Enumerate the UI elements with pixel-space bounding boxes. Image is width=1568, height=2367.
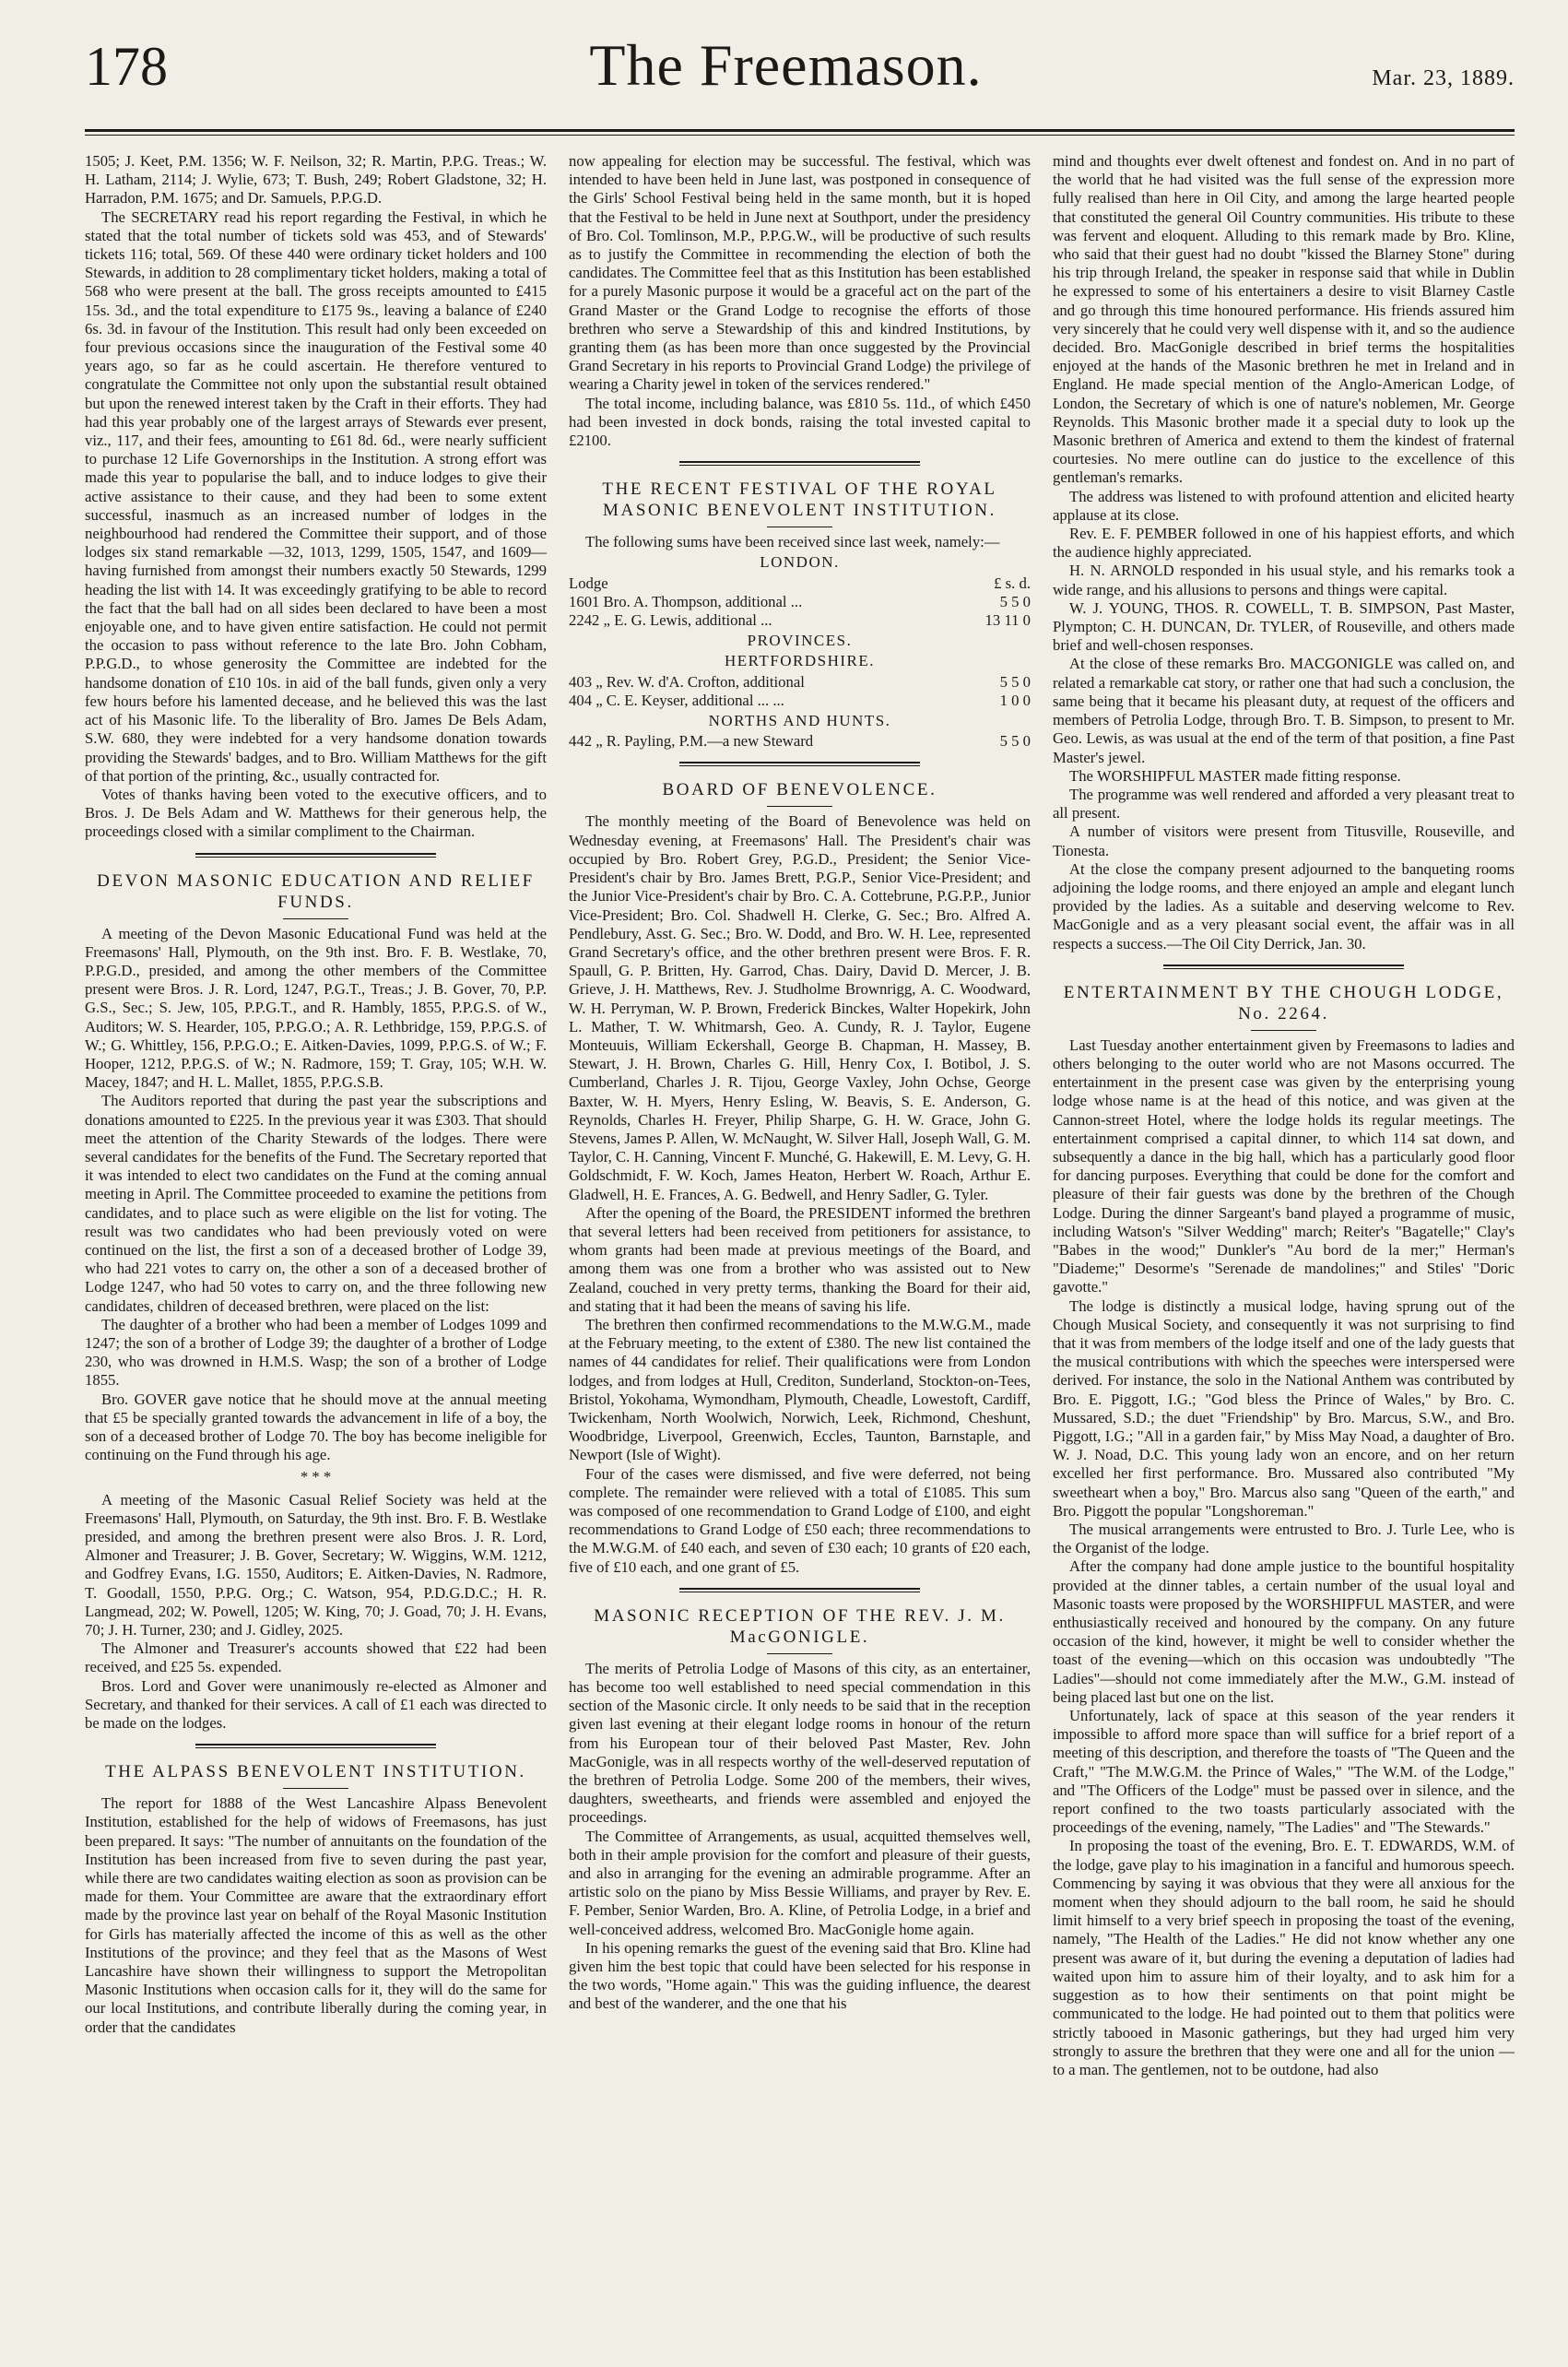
paragraph: At the close of these remarks Bro. MACGONIGLE was called on, and related a remarkable cat story, or rather one that had such a conclusion, the same being that it became his pleasant duty, at request of the officers and members of Petrolia Lodge, through Bro. T. B. Simpson, to present to Mr. Geo. Lewis, as was usual at the end of the term of that position, a fine Past Master's jewel. [1053, 655, 1515, 766]
paragraph: The Almoner and Treasurer's accounts showed that £22 had been received, and £25 5s. expended. [85, 1639, 547, 1676]
section-divider [1163, 965, 1404, 969]
heading-rmbi-festival: THE RECENT FESTIVAL OF THE ROYAL MASONIC BENEVOLENT INSTITUTION. [602, 479, 997, 521]
divider [767, 806, 831, 807]
subheading-provinces: PROVINCES. [747, 632, 853, 650]
section-divider [679, 461, 920, 466]
page-number: 178 [85, 36, 168, 97]
paragraph: The total income, including balance, was £810 5s. 11d., of which £450 had been invested in dock bonds, raising the total invested capital to £2100. [569, 394, 1031, 450]
newspaper-title: The Freemason. [589, 32, 983, 98]
subheading-norths-hunts: NORTHS AND HUNTS. [708, 712, 891, 730]
subheading-herts: HERTFORDSHIRE. [724, 652, 876, 670]
table-row: 404 „ C. E. Keyser, additional ... ... 1 0 0 [569, 691, 1031, 709]
paragraph: A number of visitors were present from Titusville, Rouseville, and Tionesta. [1053, 823, 1515, 859]
paragraph: The Committee of Arrangements, as usual, acquitted themselves well, both in their ample provision for the comfort and pleasure of their guests, and also in arranging for the evening an admirable programme. After an artistic solo on the piano by Miss Bessie Williams, and prayer by Rev. E. F. Pember, Senior Warden, Bro. A. Kline, of Petrolia Lodge, in a brief and well-conceived address, welcomed Bro. MacGonigle home again. [569, 1827, 1031, 1938]
paragraph: Unfortunately, lack of space at this season of the year renders it impossible to afford more space than will suffice for a brief report of a meeting of this description, and therefore the toasts of "The Queen and the Craft," "The M.W.G.M. the Prince of Wales," "The W.M. of the Lodge," and "The Officers of the Lodge" must be passed over in silence, and the report confined to the two toasts particularly associated with the proceedings of the evening, namely, "The Ladies" and "The Stewards." [1053, 1707, 1515, 1837]
heading-macgonigle: MASONIC RECEPTION OF THE REV. J. M. MacGONIGLE. [594, 1605, 1006, 1647]
paragraph: 1505; J. Keet, P.M. 1356; W. F. Neilson, 32; R. Martin, P.P.G. Treas.; W. H. Latham, 2114; J. Wylie, 673; T. Bush, 249; Robert Gladstone, 32; H. Harradon, P.M. 1675; and Dr. Samuels, P.P.G.D. [85, 152, 547, 207]
table-row: 1601 Bro. A. Thompson, additional ... 5 5 0 [569, 592, 1031, 610]
paragraph: In his opening remarks the guest of the evening said that Bro. Kline had given him the best topic that could have been selected for his response in the two words, "Home again." This was the guiding influence, the dearest and best of the wanderer, and the one that his [569, 1938, 1031, 2013]
column-1 [85, 152, 547, 2351]
paragraph: After the opening of the Board, the PRESIDENT informed the brethren that several letters had been received from petitioners for assistance, to whom grants had been made at previous meetings of the Board, and among them was one from a brother who was assisted out to New Zealand, couched in very pretty terms, thanking the Board for their aid, and stating that it had been the means of saving his life. [569, 1203, 1031, 1315]
heading-board-benevolence: BOARD OF BENEVOLENCE. [662, 780, 937, 800]
paragraph: now appealing for election may be successful. The festival, which was intended to have been held in June last, was postponed in consequence of the Girls' School Festival being held in the same month, but it is hoped that the Festival to be held in June next at Southport, under the presidency of Bro. Col. Tomlinson, M.P., P.P.G.W., will be productive of such results as to justify the Committee in recommending the election of both the candidates. The Committee feel that as this Institution has been established for a purely Masonic purpose it would be a graceful act on the part of the Grand Master or the Grand Lodge to recognise the efforts of those brethren who serve a Stewardship of this and kindred Institutions, by granting them (as has been more than once suggested by the Provincial Grand Secretary in his reports to Provincial Grand Lodge) the privilege of wearing a Charity jewel in token of the services rendered." [569, 152, 1031, 394]
paragraph: At the close the company present adjourned to the banqueting rooms adjoining the lodge rooms, and there enjoyed an ample and elegant lunch provided by the ladies. As a suitable and deserving welcome to Rev. MacGonigle and as a very pleasant social event, the affair was in all respects a success.—The Oil City Derrick, Jan. 30. [1053, 859, 1515, 953]
section-divider [679, 762, 920, 766]
paragraph: mind and thoughts ever dwelt oftenest and fondest on. And in no part of the world that he had visited was the full sense of the expression more fully realised than here in Oil City, and among the large hearted people that constituted the general Oil Country communities. His tribute to these was fervent and eloquent. Alluding to this remark made by Bro. Kline, who said that their guest had no doubt "kissed the Blarney Stone" during his trip through Ireland, the speaker in response said that while in Dublin he expressed to some of his entertainers a desire to visit Blarney Castle and go through this time honoured performance. His friends assured him very sincerely that he could very well dispense with it, and so the audience decided. Bro. MacGonigle described in brief terms the hospitalities enjoyed at the hands of the Masonic brethren he met in Ireland and in England. He made special mention of the Anglo-American Lodge, of London, the Secretary of which is one of nature's noblemen, Mr. George Reynolds. This Masonic brother made it a special duty to look up the Masonic brethren of America and extend to them the kindest of fraternal courtesies. No mere outline can do justice to the excellence of this gentleman's remarks. [1053, 152, 1515, 487]
paragraph: The merits of Petrolia Lodge of Masons of this city, as an entertainer, has become too well established to need special commendation in this section of the Masonic circle. It only needs to be said that in the reception given last evening at their elegant lodge rooms in honour of the return from his European tour of their beloved Past Master, Rev. John MacGonigle, was in all respects worthy of the well-deserved reputation of the brethren of Petrolia Lodge. Some 200 of the members, their wives, daughters, sweethearts, and friends were assembled and enjoyed the proceedings. [569, 1659, 1031, 1827]
issue-date: Mar. 23, 1889. [1372, 66, 1515, 90]
paragraph: The address was listened to with profound attention and elicited hearty applause at its close. [1053, 487, 1515, 524]
paragraph: The report for 1888 of the West Lancashire Alpass Benevolent Institution, established for the help of widows of Freemasons, has just been prepared. It says: "The number of annuitants on the foundation of the Institution has been increased from five to seven during the past year, while there are two candidates waiting election as soon as provision can be made for them. Your Committee are aware that the extraordinary effort made by the province last year on behalf of the Royal Masonic Institution for Girls has materially affected the income of this as well as the other Institutions of the province; and they feel that as the Masons of West Lancashire have shown their willingness to support the Metropolitan Masonic Institutions when occasion calls for it, they will do the same for our local Institutions, and contribute liberally during the coming year, in order that the candidates [85, 1794, 547, 2036]
heading-chough-lodge: ENTERTAINMENT BY THE CHOUGH LODGE, No. 2264. [1063, 982, 1504, 1024]
paragraph: A meeting of the Masonic Casual Relief Society was held at the Freemasons' Hall, Plymouth, on Saturday, the 9th inst. Bro. F. B. Westlake presided, and among the brethren present were also Bros. J. R. Lord, Almoner and Treasurer; J. B. Gover, Secretary; W. Wiggins, W.M. 1212, and Godfrey Evans, I.G. 1550, Auditors; E. Aitken-Davies, N. Radmore, T. Goodall, 1550, P.P.G. Org.; C. Watson, 954, P.D.G.D.C.; H. R. Langmead, 202; W. Powell, 1205; W. King, 70; J. Goad, 70; J. H. Evans, 70; J. H. Turner, 230; and J. Gidley, 2025. [85, 1490, 547, 1639]
paragraph: The programme was well rendered and afforded a very pleasant treat to all present. [1053, 785, 1515, 823]
paragraph: A meeting of the Devon Masonic Educational Fund was held at the Freemasons' Hall, Plymouth, on the 9th inst. Bro. F. B. Westlake, 70, P.P.G.D., presided, and among the other members of the Committee present were Bros. J. R. Lord, 1247, P.G.T., Treas.; J. B. Gover, 70, P.P. G.S., Sec.; S. Jew, 105, P.P.G.T., and R. Hambly, 1855, P.P.G.S. of W., Auditors; W. S. Hearder, 105, P.P.G.O.; A. R. Lethbridge, 159, P.P.G.S. of W.; G. Whittley, 156, P.P.G.O.; E. Aitken-Davies, 1099, P.P.G.S. of W.; F. Hooper, 1212, P.P.G.S. of W.; N. Radmore, 159; T. Gray, 105; W.H. W. Macey, 1847; and H. L. Mallet, 1855, P.P.G.S.B. [85, 924, 547, 1092]
divider [283, 1788, 348, 1789]
paragraph: H. N. ARNOLD responded in his usual style, and his remarks took a wide range, and his allusions to persons and things were capital. [1053, 562, 1515, 598]
masthead [85, 31, 1515, 135]
column-2 [569, 152, 1031, 2351]
paragraph: The brethren then confirmed recommendations to the M.W.G.M., made at the February meeting, to the extent of £380. The new list contained the names of 44 candidates for relief. Their qualifications were from London lodges, and from lodges at Hull, Crediton, Sunderland, Stockton-on-Tees, Bristol, Yokohama, Wymondham, Plymouth, Cheadle, Lowestoft, Cardiff, Twickenham, North Woolwich, Norwich, Leek, Richmond, Cheshunt, Woodbridge, Liverpool, Greenwich, Eccles, Taunton, Barnstaple, and Newport (Isle of Wight). [569, 1315, 1031, 1464]
divider [767, 1653, 831, 1654]
paragraph: W. J. YOUNG, THOS. R. COWELL, T. B. SIMPSON, Past Master, Plympton; C. H. DUNCAN, Dr. TYLER, of Rouseville, and others made brief and well-chosen responses. [1053, 598, 1515, 655]
table-row: 2242 „ E. G. Lewis, additional ... 13 11 0 [569, 611, 1031, 630]
paragraph: The Auditors reported that during the past year the subscriptions and donations amounted to £225. In the previous year it was £303. That should meet the attention of the Charity Stewards of the lodges. There were several candidates for the benefits of the Fund. The Secretary reported that it was intended to elect two candidates on the Fund at the coming annual meeting in April. The Committee proceeded to examine the petitions from candidates, and to place such as were eligible on the list for voting. The result was two candidates who had been previously voted on were continued on the list, the first a son of a deceased brother of Lodge 39, who had 221 votes to carry on, the other a son of a deceased brother of Lodge 1247, who had 50 votes to carry on, and the three following new candidates, children of deceased brethren, were placed on the list: [85, 1092, 547, 1315]
section-divider [679, 1588, 920, 1592]
column-3 [1053, 152, 1515, 2351]
divider [283, 918, 348, 919]
heading-devon-funds: DEVON MASONIC EDUCATION AND RELIEF FUNDS. [97, 870, 535, 912]
paragraph: After the company had done ample justice to the bountiful hospitality provided at the dinner tables, a certain number of the usual loyal and Masonic toasts were proposed by the WORSHIPFUL MASTER, and were enthusiastically received and honoured by the company. On any future occasion of the kind, however, it might be well to consider whether the toast of the evening—which on this occasion was undoubtedly "The Ladies"—should not come immediately after the M.W., G.M. instead of being placed last but one on the list. [1053, 1557, 1515, 1706]
lodge-header: Lodge [569, 574, 608, 592]
table-row: 442 „ R. Payling, P.M.—a new Steward 5 5 0 [569, 732, 1031, 751]
masthead-rule [85, 129, 1515, 136]
paragraph: Rev. E. F. PEMBER followed in one of his happiest efforts, and which the audience highly appreciated. [1053, 525, 1515, 562]
paragraph: The following sums have been received since last week, namely:— [585, 533, 1000, 551]
paragraph: The musical arrangements were entrusted to Bro. J. Turle Lee, who is the Organist of the lodge. [1053, 1521, 1515, 1557]
paragraph: Bros. Lord and Gover were unanimously re-elected as Almoner and Secretary, and thanked for their services. A call of £1 each was directed to be made on the lodges. [85, 1676, 547, 1733]
subheading-london: LONDON. [760, 553, 840, 572]
paragraph: Four of the cases were dismissed, and five were deferred, not being complete. The remainder were relieved with a total of £1085. This sum was composed of one recommendation to Grand Lodge of £100, and eight recommendations to Grand Lodge of £50 each; three recommendations to the M.W.G.M. of £40 each, and seven of £30 each; 10 grants of £20 each, five of £10 each, and one grant of £5. [569, 1464, 1031, 1576]
table-header-row [569, 574, 1031, 593]
columns [85, 152, 1515, 2351]
paragraph: The lodge is distinctly a musical lodge, having sprung out of the Chough Musical Society, and consequently it was not surprising to find that it was from members of the lodge itself and one of the lady guests that the musical contributions with which the speeches were interspersed were derived. For instance, the solo in the National Anthem was contributed by Bro. E. Piggott, I.G.; "God bless the Prince of Wales," by Bro. C. Mussared, S.D.; the duet "Friendship" by Bro. Marcus, S.W., and Bro. Piggott, I.G.; "All in a garden fair," by Miss May Noad, a daughter of Bro. W. J. Noad, D.C. This young lady won an encore, and on her return excelled her first performance. Bro. Mussared also contributed "My sweetheart when a boy," Bro. Marcus also sang "Queen of the earth," and Bro. Piggott the popular "Longshoreman." [1053, 1296, 1515, 1520]
table-row: 403 „ Rev. W. d'A. Crofton, additional 5 5 0 [569, 672, 1031, 691]
heading-alpass: THE ALPASS BENEVOLENT INSTITUTION. [105, 1762, 526, 1782]
separator-star-icon: * * * [300, 1468, 332, 1486]
paragraph: Votes of thanks having been voted to the executive officers, and to Bros. J. De Bels Adam and W. Matthews for their generous help, the proceedings closed with a similar compliment to the Chairman. [85, 785, 547, 841]
paragraph: In proposing the toast of the evening, Bro. E. T. EDWARDS, W.M. of the lodge, gave play to his imagination in a fanciful and humorous speech. Commencing by saying it was obvious that they were all anxious for the moment when they should adjourn to the ball room, he said he should limit himself to a very brief speech in proposing the toast of the evening, namely, "The Health of the Ladies." He did not know whether any one present was aware of it, but during the evening a deputation of ladies had waited upon him to assure him of their loyalty, and to ask him for a suggestion as to how their sentiments on that point might be communicated to the lodge. He had pointed out to them that politics were strictly tabooed in Masonic gatherings, but they had urged him very strongly to assure the brethren that they were one and all for the union —to a man. The gentlemen, not to be outdone, had also [1053, 1837, 1515, 2078]
paragraph: The SECRETARY read his report regarding the Festival, in which he stated that the total number of tickets sold was 453, and of Stewards' tickets 116; total, 569. Of these 440 were ordinary ticket holders and 100 Stewards, in addition to 28 complimentary ticket holders, making a total of 568 who were present at the ball. The gross receipts amounted to £415 15s. 3d., and the total expenditure to £175 9s., leaving a balance of £240 6s. 3d. in favour of the Institution. This result had only been exceeded on four previous occasions since the inauguration of the Festival some 40 years ago, so far as he could ascertain. He therefore ventured to congratulate the Committee not only upon the substantial result obtained but upon the renewed interest taken by the Craft in their efforts. They had had this year probably one of the largest arrays of Stewards ever present, viz., 117, and their fees, amounting to £61 8d. 6d., were nearly sufficient to purchase 12 Life Governorships in the Institution. A strong effort was made this year to popularise the ball, and to induce lodges to give their active assistance to their cause, and they had been to some extent successful, inasmuch as an increased number of lodges in the neighbourhood had rendered the Committee their support, and of those lodges six stand remarkable —32, 1013, 1299, 1505, 1547, and 1609—having furnished from amongst their numbers exactly 50 Stewards, 1299 heading the list with 14. It was exceedingly gratifying to be able to record the fact that the ball had on all sides been declared to have been a most enjoyable one, and to have given entire satisfaction. He could not permit the occasion to pass without reference to the late Bro. John Cobham, P.P.G.D., to whose generosity the Committee are indebted for the handsome donation of £10 10s. in aid of the ball funds, given only a very few hours before his lamented decease, and he believed this was the last act of his Masonic life. To the liberality of Bro. James De Bels Adam, S.W. 680, they were indebted for a very handsome donation towards providing the Stewards' badges, and to Bro. William Matthews for the gift of that portion of the printing, &c., usually contracted for. [85, 207, 547, 785]
section-divider [195, 1744, 436, 1748]
paragraph: The WORSHIPFUL MASTER made fitting response. [1069, 766, 1401, 785]
divider [1251, 1030, 1315, 1031]
paragraph: The daughter of a brother who had been a member of Lodges 1099 and 1247; the son of a brother of Lodge 39; the daughter of a brother of Lodge 230, who was drowned in H.M.S. Wasp; the son of a brother of Lodge 1855. [85, 1315, 547, 1390]
section-divider [195, 853, 436, 858]
paragraph: Bro. GOVER gave notice that he should move at the annual meeting that £5 be specially granted towards the advancement in life of a boy, the son of a deceased brother of Lodge 70. The boy has become ineligible for continuing on the Fund through his age. [85, 1390, 547, 1464]
paragraph: Last Tuesday another entertainment given by Freemasons to ladies and others belonging to the outer world who are not Masons occurred. The entertainment in the present case was given by the enterprising young lodge whose name is at the head of this notice, and was given at the Cannon-street Hotel, where the lodge holds its regular meetings. The entertainment comprised a capital dinner, to which 114 sat down, and subsequently a dance in the big hall, which has a particularly good floor for dancing purposes. Everything that could be done for the comfort and pleasure of their fair guests was done by the brethren of the Chough Lodge. During the dinner Sargeant's band played a programme of music, including Watson's "Silver Wedding" march; Reiter's "Bagatelle;" Clay's "Babes in the wood;" Dunkler's "Au bord de la mer;" Herman's "Diademe;" Desorme's "Serenade de mandolines;" and Stiles' "Doric gavotte." [1053, 1036, 1515, 1296]
money-header: £ s. d. [994, 574, 1031, 592]
paragraph: The monthly meeting of the Board of Benevolence was held on Wednesday evening, at Freemasons' Hall. The President's chair was occupied by Bro. Robert Grey, P.G.D., President; the Senior Vice-President's chair by Bro. James Brett, P.G.P., Senior Vice-President; and the Junior Vice-President's chair by Bro. C. A. Cottebrune, P.G.P.P., Junior Vice-President; Bro. Col. Shadwell H. Clerke, G. Sec.; Bro. Alfred A. Pendlebury, Asst. G. Sec.; Bro. W. Dodd, and Bro. W. H. Lee, represented Grand Secretary's office, and the other brethren present were Bros. F. R. Spaull, G. P. Britten, Hy. Garrod, Chas. Dairy, David D. Mercer, J. B. Grieve, J. H. Matthews, Rev. J. Studholme Brownrigg, A. C. Woodward, W. H. Perryman, W. P. Brown, Frederick Binckes, Walter Hopekirk, John L. Mather, T. W. Whitmarsh, Geo. A. Cundy, R. J. Taylor, Eugene Monteuuis, William Eckershall, George B. Chapman, H. Massey, B. Stewart, J. H. Brown, Charles G. Hill, Henry Cox, I. Botibol, J. S. Cumberland, Charles J. R. Tijou, George Vaxley, John Ochse, George Baxter, W. H. Myers, Henry Esling, W. Beavis, S. E. Anderson, G. Reynolds, Charles H. Freyer, Philip Sharpe, G. H. W. Grace, John G. Stevens, James P. Allen, W. McNaught, W. Silver Hall, Joseph Wall, G. M. Taylor, C. H. Canning, Vincent F. Munché, G. Hakewill, E. M. Levy, G. H. Goldschmidt, F. W. Koch, James Heaton, Herbert W. Roach, Arthur E. Gladwell, H. E. Frances, A. G. Bedwell, and Henry Sadler, G. Tyler. [569, 812, 1031, 1203]
